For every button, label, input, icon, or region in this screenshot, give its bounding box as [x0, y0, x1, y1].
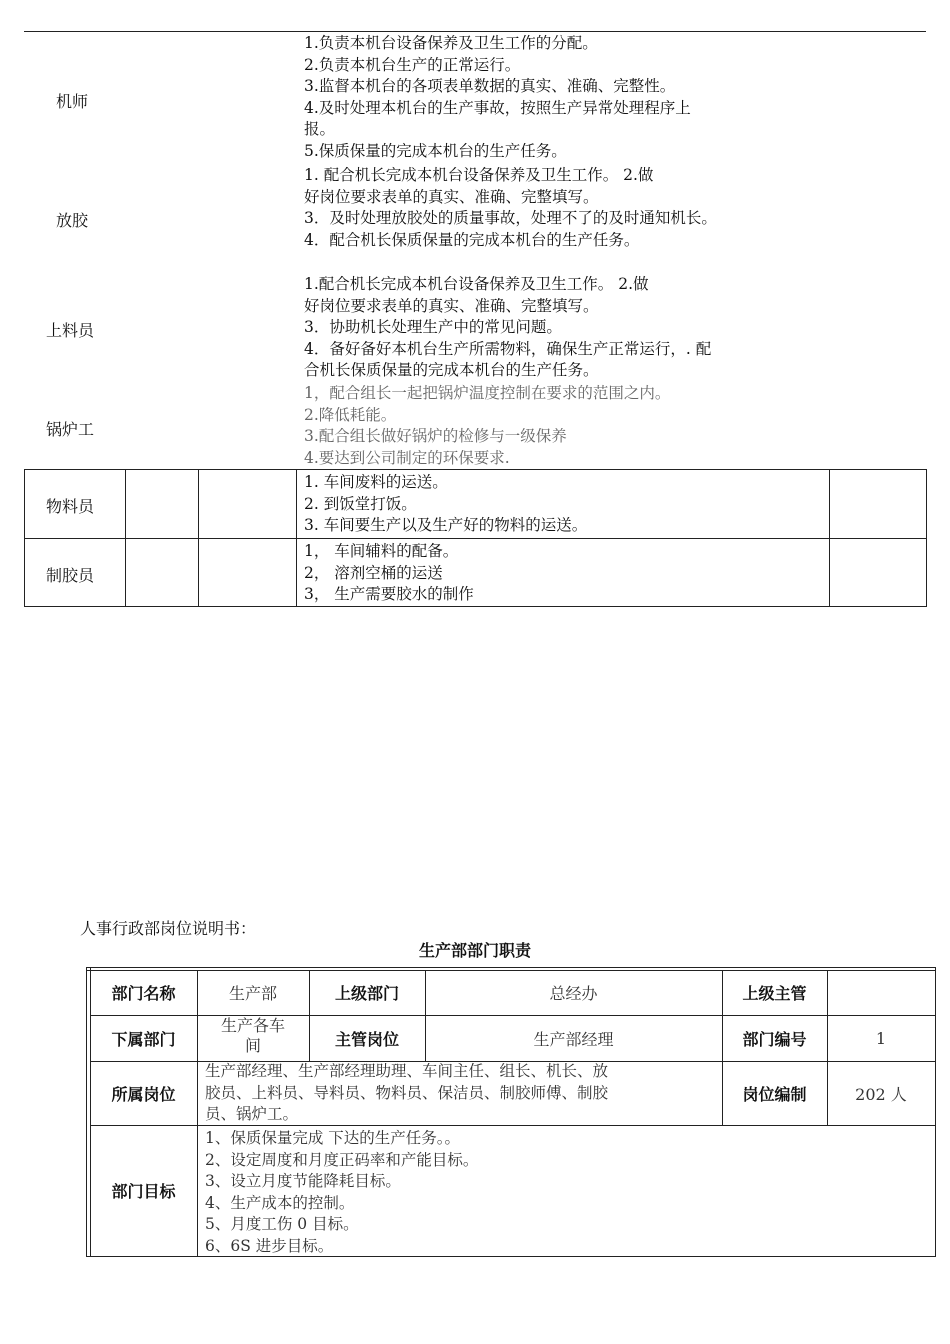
goal-item: 5、月度工伤 0 目标。 [205, 1215, 359, 1233]
duties-loader [304, 274, 711, 382]
duty-line: 1，配合组长一起把锅炉温度控制在要求的范围之内。 [304, 384, 671, 402]
duty-line: 3.配合组长做好锅炉的检修与一级保养 [304, 427, 567, 445]
dept-name-label: 部门名称 [111, 984, 176, 1003]
goal-item: 3、设立月度节能降耗目标。 [205, 1172, 401, 1190]
col-divider [198, 469, 199, 607]
duties-glue [304, 165, 717, 251]
dept-name-value: 生产部 [228, 984, 277, 1003]
dept-title: 生产部部门职责 [418, 941, 531, 960]
row-divider [24, 606, 926, 607]
superior-dept-label: 上级部门 [334, 984, 399, 1003]
table-top-border [24, 31, 926, 32]
row-divider [197, 1015, 309, 1016]
border [86, 967, 935, 968]
duties-boiler [304, 383, 670, 469]
manager-post-label: 主管岗位 [334, 1029, 399, 1049]
posts-value [205, 1061, 720, 1126]
posts-line: 员、锅炉工。 [205, 1105, 299, 1123]
sub-dept-label: 下属部门 [111, 1029, 176, 1049]
sub-dept-value-line: 间 [244, 1036, 261, 1055]
col-divider [24, 469, 25, 607]
duties-material [304, 472, 587, 537]
posts-line: 生产部经理、生产部经理助理、车间主任、组长、机长、放 [205, 1062, 609, 1080]
duty-line: 3.监督本机台的各项表单数据的真实、准确、完整性。 [304, 77, 676, 95]
duty-line: 4．备好备好本机台生产所需物料，确保生产正常运行，. 配 [304, 339, 712, 358]
goal-item: 4、生产成本的控制。 [205, 1193, 355, 1212]
sub-dept-value-line: 生产各车 [220, 1016, 285, 1035]
role-label-loader: 上料员 [46, 321, 95, 340]
goal-item: 6、6S 进步目标。 [205, 1236, 334, 1255]
superior-manager-label: 上级主管 [742, 984, 807, 1003]
headcount-label: 岗位编制 [742, 1084, 807, 1104]
duties-glue-maker [304, 541, 474, 606]
role-label-material: 物料员 [46, 497, 95, 516]
duty-line: 合机长保质保量的完成本机台的生产任务。 [304, 361, 599, 379]
col-divider [829, 469, 830, 607]
duty-line: 4．配合机长保质保量的完成本机台的生产任务。 [304, 230, 640, 249]
role-label-machinist: 机师 [56, 92, 89, 111]
duty-line: 3， 生产需要胶水的制作 [304, 585, 474, 603]
duty-line: 好岗位要求表单的真实、准确、完整填写。 [304, 187, 599, 206]
duty-line: 3. 车间要生产以及生产好的物料的运送。 [304, 516, 588, 534]
border [935, 967, 936, 1257]
duties-machinist [304, 33, 691, 162]
border [86, 967, 87, 1257]
duty-line: 报。 [304, 120, 336, 138]
duty-line: 1. 配合机长完成本机台设备保养及卫生工作。 2.做 [304, 166, 654, 184]
posts-label: 所属岗位 [111, 1084, 176, 1104]
col-divider [926, 469, 927, 607]
superior-manager-value [827, 970, 935, 1015]
duty-line: 3．协助机长处理生产中的常见问题。 [304, 318, 562, 336]
col-divider [125, 469, 126, 607]
manager-post-value: 生产部经理 [533, 1029, 614, 1049]
section-heading: 人事行政部岗位说明书： [80, 919, 257, 938]
role-label-boiler: 锅炉工 [46, 420, 95, 439]
duty-line: 1， 车间辅料的配备。 [304, 542, 459, 560]
superior-dept-value: 总经办 [549, 984, 598, 1003]
duty-line: 1.负责本机台设备保养及卫生工作的分配。 [304, 34, 598, 52]
duty-line: 2. 到饭堂打饭。 [304, 494, 417, 513]
duty-line: 3．及时处理放胶处的质量事故，处理不了的及时通知机长。 [304, 209, 717, 227]
goal-item: 1、保质保量完成 下达的生产任务。。 [205, 1129, 461, 1147]
duty-line: 4.及时处理本机台的生产事故，按照生产异常处理程序上 [304, 98, 691, 117]
role-label-glue-maker: 制胶员 [46, 566, 95, 585]
headcount-value: 202 人 [855, 1084, 907, 1104]
row-divider [24, 538, 926, 539]
role-label-glue: 放胶 [56, 211, 89, 230]
dept-code-label: 部门编号 [742, 1029, 807, 1049]
duty-line: 1.配合机长完成本机台设备保养及卫生工作。 2.做 [304, 275, 649, 293]
duty-line: 5.保质保量的完成本机台的生产任务。 [304, 141, 567, 160]
duty-line: 2.负责本机台生产的正常运行。 [304, 55, 521, 74]
posts-line: 胶员、上料员、导料员、物料员、保洁员、制胶师傅、制胶 [205, 1083, 609, 1102]
goal-item: 2、设定周度和月度正码率和产能目标。 [205, 1150, 479, 1169]
duty-line: 2， 溶剂空桶的运送 [304, 563, 443, 582]
duty-line: 2.降低耗能。 [304, 405, 397, 424]
duty-line: 1. 车间废料的运送。 [304, 473, 448, 491]
goals-list [205, 1128, 925, 1257]
col-divider [296, 469, 297, 607]
duty-line: 好岗位要求表单的真实、准确、完整填写。 [304, 296, 599, 315]
sub-dept-value [197, 1016, 309, 1056]
goals-label: 部门目标 [111, 1182, 176, 1201]
row-divider [24, 469, 926, 470]
dept-code-value: 1 [875, 1028, 887, 1048]
duty-line: 4.要达到公司制定的环保要求. [304, 448, 510, 467]
